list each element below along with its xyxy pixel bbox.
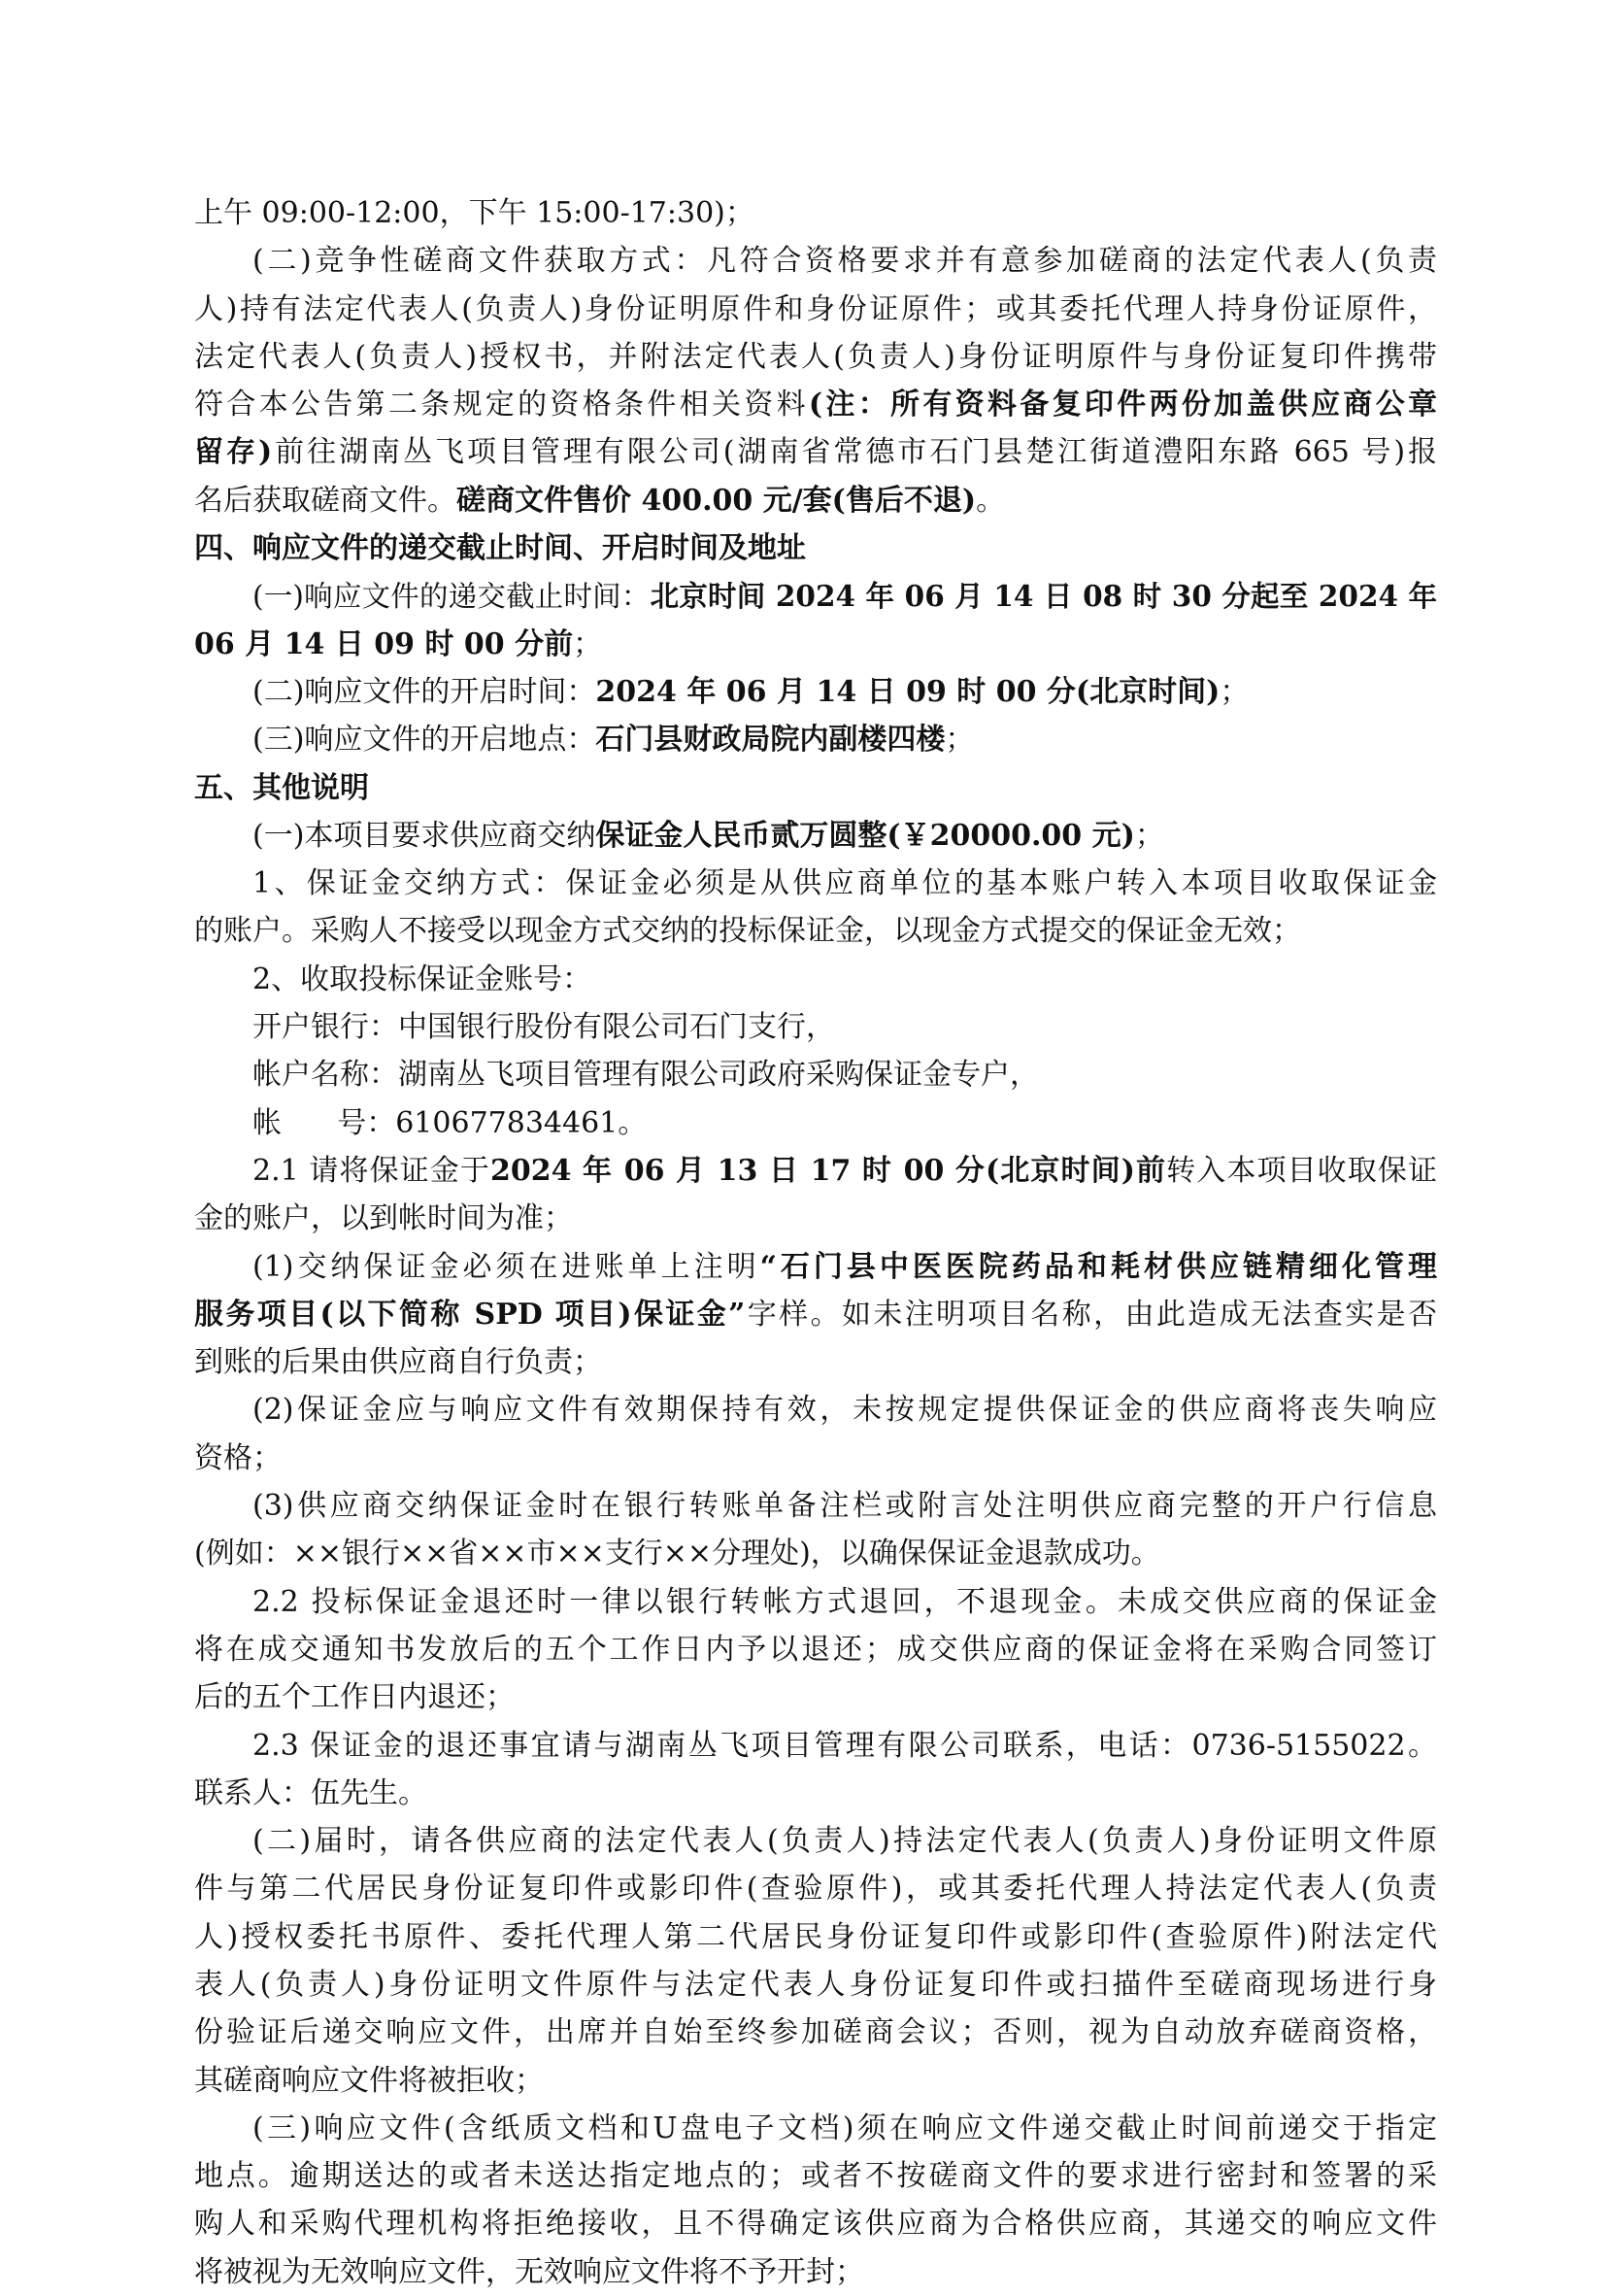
text-run: 将在成交通知书发放后的五个工作日内予以退还；成交供应商的保证金将在采购合同签订	[194, 1632, 1437, 1667]
text-run: ；	[945, 723, 975, 758]
text-line	[194, 1865, 1437, 1912]
section-heading	[194, 764, 1437, 812]
bold-run: 磋商文件售价 400.00 元/套(售后不退)	[456, 483, 977, 518]
text-run: 件与第二代居民身份证复印件或影印件(查验原件)，或其委托代理人持法定代表人(负责	[194, 1872, 1437, 1907]
text-run: 后的五个工作日内退还；	[194, 1680, 515, 1715]
bold-run: “石门县中医医院药品和耗材供应链精细化管理	[759, 1249, 1437, 1284]
text-run: 法定代表人(负责人)授权书，并附法定代表人(负责人)身份证明原件与身份证复印件携带	[194, 339, 1437, 374]
text-line	[194, 1817, 1437, 1865]
text-run: 字样。如未注明项目名称，由此造成无法查实是否	[745, 1297, 1437, 1332]
text-run: ；	[1220, 674, 1250, 709]
text-run: 上午 09:00-12:00，下午 15:00-17:30)；	[194, 196, 754, 230]
text-line	[194, 428, 1437, 476]
text-run: 开户银行：中国银行股份有限公司石门支行，	[252, 1010, 835, 1045]
section-heading	[194, 524, 1437, 572]
text-run: (三)响应文件(含纸质文档和U盘电子文档)须在响应文件递交截止时间前递交于指定	[252, 2110, 1437, 2145]
text-line	[194, 860, 1437, 907]
text-run: 份验证后递交响应文件，出席并自始至终参加磋商会议；否则，视为自动放弃磋商资格，	[194, 2015, 1437, 2050]
text-line	[194, 668, 1437, 716]
text-run: (三)响应文件的开启地点：	[252, 723, 596, 758]
text-line	[194, 1386, 1437, 1434]
text-line	[194, 1003, 1437, 1051]
text-line	[194, 286, 1437, 333]
text-line	[194, 907, 1437, 955]
text-run: 2.1 请将保证金于	[252, 1153, 490, 1188]
text-run: 联系人：伍先生。	[194, 1775, 427, 1810]
text-run: 名后获取磋商文件。	[194, 483, 456, 518]
text-run: 。	[976, 483, 1006, 518]
text-run: 1、保证金交纳方式：保证金必须是从供应商单位的基本账户转入本项目收取保证金	[252, 866, 1437, 901]
text-line	[194, 1530, 1437, 1577]
text-run: 2.3 保证金的退还事宜请与湖南丛飞项目管理有限公司联系，电话：0736-5155022。	[252, 1728, 1437, 1763]
text-run: 将被视为无效响应文件，无效响应文件将不予开封；	[194, 2254, 864, 2289]
text-run: 2.2 投标保证金退还时一律以银行转帐方式退回，不退现金。未成交供应商的保证金	[252, 1584, 1437, 1619]
text-run: (3)供应商交纳保证金时在银行转账单备注栏或附言处注明供应商完整的开户行信息	[252, 1489, 1437, 1524]
text-line	[194, 1243, 1437, 1291]
text-line	[194, 1578, 1437, 1626]
text-run: 其磋商响应文件将被拒收；	[194, 2063, 544, 2098]
bold-run: 保证金人民币贰万圆整(￥20000.00 元)	[595, 818, 1135, 853]
text-run: 的账户。采购人不接受以现金方式交纳的投标保证金，以现金方式提交的保证金无效；	[194, 914, 1301, 949]
text-line	[194, 2152, 1437, 2200]
text-line	[194, 381, 1437, 428]
text-line	[194, 812, 1437, 860]
text-line	[194, 1961, 1437, 2009]
text-line	[194, 1626, 1437, 1673]
bold-run: 北京时间 2024 年 06 月 14 日 08 时 30 分起至 2024 年	[650, 579, 1437, 614]
text-run: (一)本项目要求供应商交纳	[252, 818, 596, 853]
text-line	[194, 1195, 1437, 1242]
text-run: 购人和采购代理机构将拒绝接收，且不得确定该供应商为合格供应商，其递交的响应文件	[194, 2207, 1437, 2242]
bold-run: 石门县财政局院内副楼四楼	[595, 723, 946, 758]
text-run: ；	[573, 626, 603, 661]
text-line	[194, 1099, 1437, 1147]
bold-run: 2024 年 06 月 13 日 17 时 00 分(北京时间)前	[490, 1153, 1167, 1188]
text-line	[194, 2200, 1437, 2247]
text-line	[194, 1722, 1437, 1770]
text-line	[194, 1435, 1437, 1482]
text-line	[194, 1673, 1437, 1721]
text-line	[194, 1147, 1437, 1195]
text-line	[194, 477, 1437, 524]
text-run: 2、收取投标保证金账号：	[252, 962, 592, 996]
text-run: (2)保证金应与响应文件有效期保持有效，未按规定提供保证金的供应商将丧失响应	[252, 1393, 1437, 1428]
text-run: 到账的后果由供应商自行负责；	[194, 1345, 602, 1380]
document-page	[194, 189, 1437, 2296]
text-line	[194, 1482, 1437, 1530]
bold-run: 06 月 14 日 09 时 00 分前	[194, 626, 574, 661]
text-line	[194, 1338, 1437, 1386]
text-run: 资格；	[194, 1440, 282, 1475]
text-run: 人)持有法定代表人(负责人)身份证明原件和身份证原件；或其委托代理人持身份证原件，	[194, 291, 1437, 326]
heading-text: 四、响应文件的递交截止时间、开启时间及地址	[194, 531, 806, 566]
text-run: (二)届时，请各供应商的法定代表人(负责人)持法定代表人(负责人)身份证明文件原	[252, 1824, 1437, 1859]
text-run: (例如：××银行××省××市××支行××分理处)，以确保保证金退款成功。	[194, 1536, 1160, 1571]
text-line	[194, 621, 1437, 668]
text-line	[194, 2248, 1437, 2296]
text-line	[194, 1291, 1437, 1338]
bold-run: 留存)	[194, 435, 273, 470]
text-line	[194, 1051, 1437, 1098]
text-line	[194, 572, 1437, 620]
text-line	[194, 237, 1437, 285]
text-run: 金的账户，以到帐时间为准；	[194, 1201, 573, 1236]
text-run: 转入本项目收取保证	[1166, 1153, 1437, 1188]
text-run: (1)交纳保证金必须在进账单上注明	[252, 1249, 760, 1284]
text-run: 符合本公告第二条规定的资格条件相关资料	[194, 388, 809, 422]
text-line	[194, 333, 1437, 381]
text-line	[194, 1913, 1437, 1961]
text-run: 帐 号：610677834461。	[252, 1105, 648, 1140]
text-run: 人)授权委托书原件、委托代理人第二代居民身份证复印件或影印件(查验原件)附法定代	[194, 1919, 1437, 1954]
text-run: 地点。逾期送达的或者未送达指定地点的；或者不按磋商文件的要求进行密封和签署的采	[194, 2159, 1437, 2194]
text-run: (一)响应文件的递交截止时间：	[252, 580, 651, 614]
text-line	[194, 716, 1437, 763]
text-run: (二)竞争性磋商文件获取方式：凡符合资格要求并有意参加磋商的法定代表人(负责	[252, 244, 1437, 279]
bold-run: 2024 年 06 月 14 日 09 时 00 分(北京时间)	[595, 674, 1221, 709]
text-run: ；	[1134, 818, 1164, 853]
text-run: 前往湖南丛飞项目管理有限公司(湖南省常德市石门县楚江街道澧阳东路 665 号)报	[272, 435, 1437, 470]
text-line	[194, 956, 1437, 1003]
bold-run: 服务项目(以下简称 SPD 项目)保证金”	[194, 1297, 746, 1332]
text-line	[194, 2105, 1437, 2152]
bold-run: (注：所有资料备复印件两份加盖供应商公章	[808, 388, 1437, 422]
heading-text: 五、其他说明	[194, 770, 369, 805]
text-run: 帐户名称：湖南丛飞项目管理有限公司政府采购保证金专户，	[252, 1058, 1039, 1093]
text-line	[194, 2057, 1437, 2105]
text-line	[194, 2009, 1437, 2056]
text-line	[194, 1770, 1437, 1817]
text-run: 表人(负责人)身份证明文件原件与法定代表人身份证复印件或扫描件至磋商现场进行身	[194, 1967, 1437, 2002]
text-line	[194, 189, 1437, 237]
text-run: (二)响应文件的开启时间：	[252, 674, 596, 709]
